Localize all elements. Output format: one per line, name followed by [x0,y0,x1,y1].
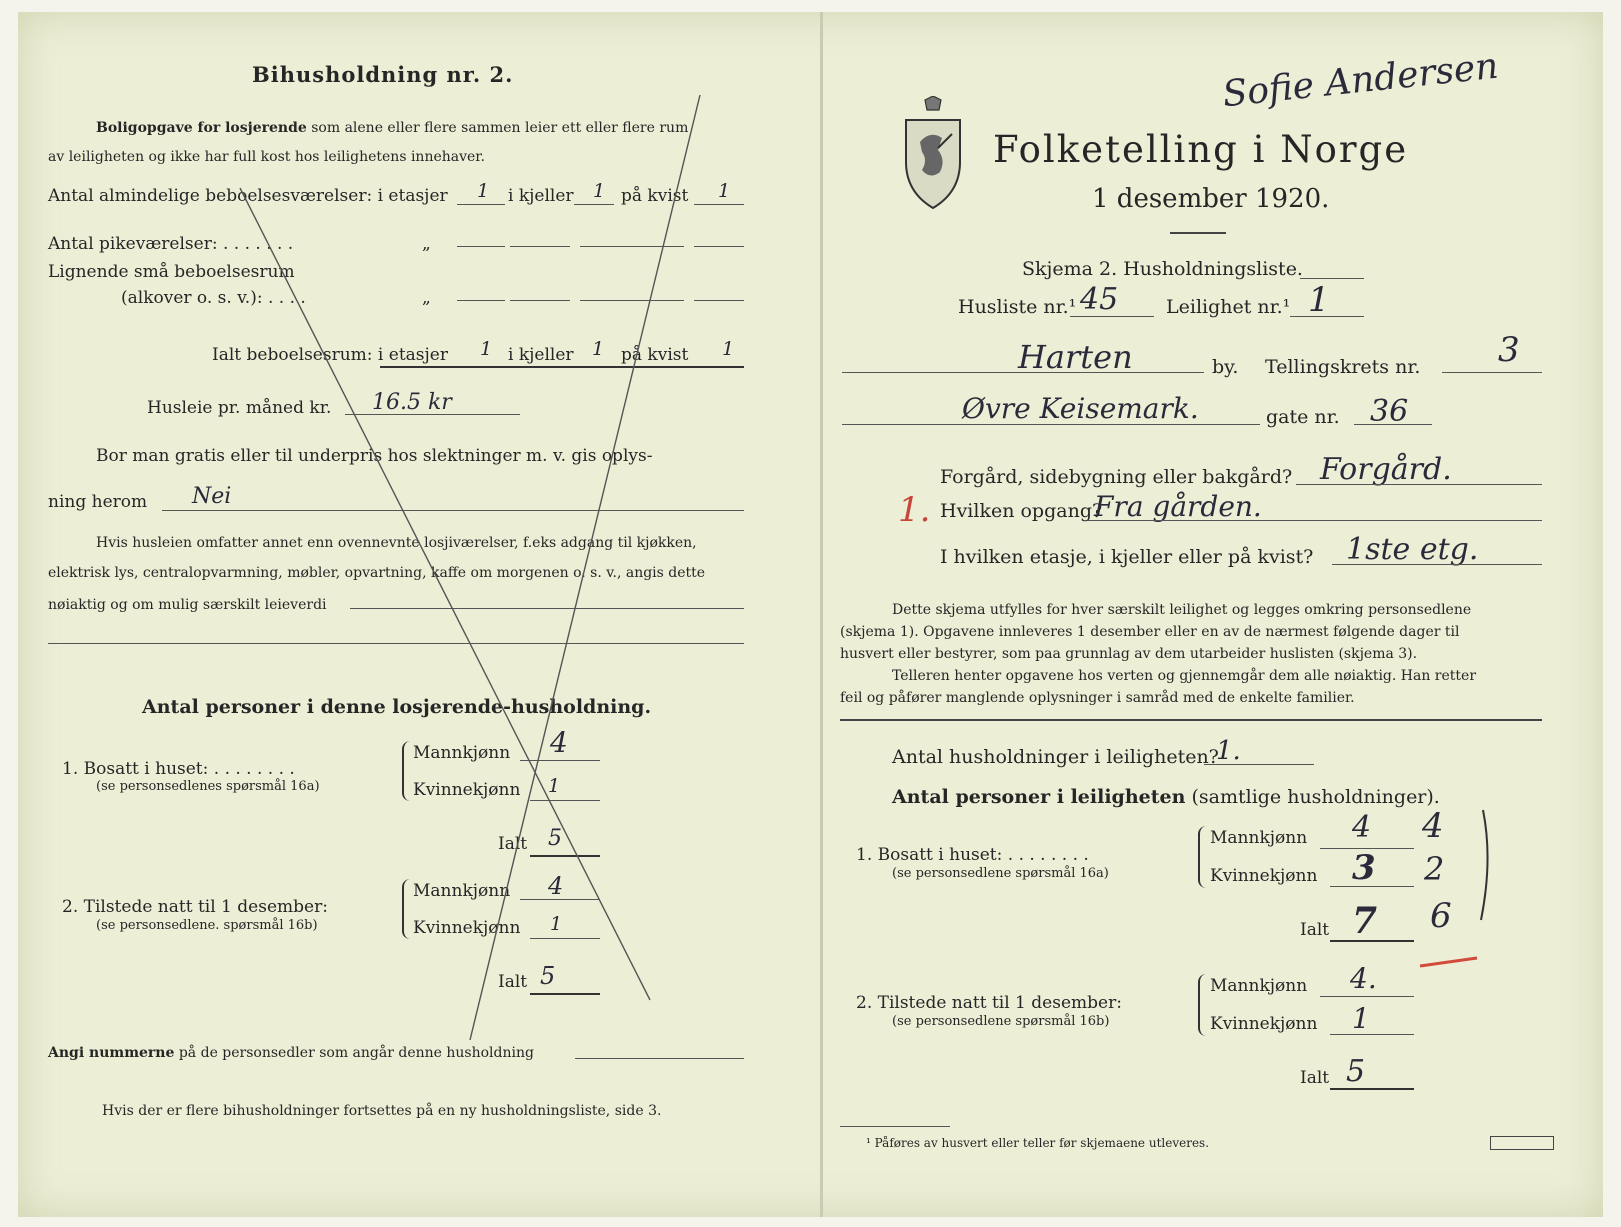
norway-coat-of-arms-icon [900,96,966,210]
date-rule [1170,232,1226,234]
right-q1-sub: (se personsedlene spørsmål 16a) [892,866,1109,881]
ialt-kvist-label: på kvist [621,345,689,365]
left-q2-mann-label: Mannkjønn [413,881,511,901]
krets-label: Tellingskrets nr. [1265,356,1421,378]
includes-line2: elektrisk lys, centralopvarmning, møbler, opvartning, kaffe om morgenen o. s. v., angis dette [48,565,706,581]
hush-line [1204,764,1314,765]
husliste-label: Husliste nr.¹ [958,296,1077,318]
opgang-value: Fra gården. [1094,490,1262,523]
ialt-rooms-label: Ialt beboelsesrum: i etasjer [212,345,448,365]
free-value: Nei [192,484,232,509]
rooms-etasjer-value: 1 [477,180,490,202]
includes-line3: nøiaktig og om mulig særskilt leieverdi [48,597,327,613]
intro-line2: av leiligheten og ikke har full kost hos leilighetens innehaver. [48,149,485,165]
red-mark: 1. [898,490,931,530]
right-q2-kvinne-value: 1 [1352,1002,1370,1035]
pike-label: Antal pikeværelser: . . . . . . . [48,234,294,254]
free-line1: Bor man gratis eller til underpris hos slektninger m. v. gis oplys- [96,446,653,466]
small-rooms-label1: Lignende små beboelsesrum [48,262,295,282]
krets-line [1442,372,1542,373]
right-q1-ialt-value: 7 [1352,900,1378,942]
forgaard-label: Forgård, sidebygning eller bakgård? [940,466,1293,488]
rooms-kvist-value: 1 [718,180,731,202]
rooms-label: Antal almindelige beboelsesværelser: i etasjer [48,186,448,206]
right-q1-ialt-corrected: 6 [1430,896,1452,936]
form-date: 1 desember 1920. [1092,184,1330,214]
correction-marks [1415,800,1495,980]
etasje-label: I hvilken etasje, i kjeller eller på kvist? [940,546,1314,568]
etasje-line [1332,564,1542,565]
free-line2: ning herom [48,492,148,512]
left-q1-mann-label: Mannkjønn [413,743,511,763]
intro-bold: Boligopgave for losjerende [96,120,307,136]
printer-stamp [1490,1136,1554,1150]
rooms-kvist-label: på kvist [621,186,689,206]
right-q2-ialt-line [1330,1088,1414,1090]
right-q2-kvinne-line [1330,1034,1414,1035]
left-title: Bihusholdning nr. 2. [252,62,514,87]
page-fold [820,12,823,1217]
left-q2-sub: (se personsedlene. spørsmål 16b) [96,918,318,933]
right-persons-heading-rest: (samtlige husholdninger). [1191,786,1440,808]
rooms-kjeller-value: 1 [593,180,606,202]
city-value: Harten [1018,338,1133,376]
right-persons-heading-bold: Antal personer i leiligheten [892,786,1186,808]
leilighet-line [1290,316,1364,317]
right-q1-kvinne-line [1330,886,1414,887]
forgaard-line [1296,484,1542,485]
street-line [842,424,1260,425]
left-q2-kvinne-label: Kvinnekjønn [413,918,521,938]
footnote-rule [840,1126,950,1127]
right-q2-label: 2. Tilstede natt til 1 desember: [856,993,1122,1013]
husliste-line [1070,316,1154,317]
rent-label: Husleie pr. måned kr. [147,398,332,418]
right-q1-kvinne-value: 3 [1352,848,1376,888]
ialt-kvist-value: 1 [722,338,735,360]
instr-line1: Dette skjema utfylles for hver særskilt leilighet og legges omkring personsedlene [892,602,1472,618]
rent-value: 16.5 kr [372,390,452,415]
right-q2-kvinne-label: Kvinnekjønn [1210,1014,1318,1034]
forgaard-value: Forgård. [1320,452,1452,487]
angi-bold: Angi nummerne [48,1045,175,1061]
left-q1-label: 1. Bosatt i huset: . . . . . . . . [62,759,295,779]
instr-line2: (skjema 1). Opgavene innleveres 1 desember eller en av de nærmest følgende dager til [840,624,1460,640]
opgang-label: Hvilken opgang? [940,500,1103,522]
opgang-line [1088,520,1542,521]
left-q1-ialt-label: Ialt [498,834,528,854]
left-q2-mann-value: 4 [548,872,564,900]
left-q2-ialt-label: Ialt [498,972,528,992]
cancel-stroke-2 [470,95,700,1040]
city-suffix: by. [1212,356,1239,378]
small-rooms-ditto: „ [422,288,431,308]
right-q2-mann-label: Mannkjønn [1210,976,1308,996]
right-q1-brace [1198,826,1206,888]
right-q1-ialt-line [1330,940,1414,942]
left-q1-mann-value: 4 [550,726,568,759]
instr-line5: feil og påfører manglende oplysninger i samråd med de enkelte familier. [840,690,1355,706]
right-q2-ialt-label: Ialt [1300,1068,1330,1088]
skjema-label: Skjema 2. Husholdningsliste. [1022,258,1303,280]
street-value: Øvre Keisemark. [962,392,1199,425]
instr-line3: husvert eller bestyrer, som paa grunnlag av dem utarbeider huslisten (skjema 3). [840,646,1418,662]
leilighet-value: 1 [1308,280,1330,320]
intro-rest: som alene eller flere sammen leier ett eller flere rum [311,120,689,136]
ialt-etasjer-value: 1 [480,338,493,360]
includes-line1: Hvis husleien omfatter annet enn ovennevnte losjiværelser, f.eks adgang til kjøkken, [96,535,697,551]
cancel-stroke-1 [240,188,650,1000]
right-q1-label: 1. Bosatt i huset: . . . . . . . . [856,845,1089,865]
footnote: ¹ Påføres av husvert eller teller før skjemaene utleveres. [866,1136,1210,1150]
right-q2-mann-line [1320,996,1414,997]
left-persons-heading: Antal personer i denne losjerende-husholdning. [142,696,652,718]
left-q1-ialt-value: 5 [548,826,562,851]
right-q1-mann-corrected: 4 [1422,806,1444,846]
instr-rule [840,719,1542,721]
gate-line [1354,424,1432,425]
rooms-kjeller-label: i kjeller [508,186,574,206]
right-q2-ialt-value: 5 [1346,1054,1366,1089]
right-q2-sub: (se personsedlene spørsmål 16b) [892,1014,1110,1029]
gate-label: gate nr. [1266,406,1340,428]
skjema-line [1300,278,1364,279]
left-q2-kvinne-value: 1 [550,913,563,935]
etasje-value: 1ste etg. [1346,532,1479,567]
hush-value: 1. [1216,736,1241,766]
angi-rest: på de personsedler som angår denne husholdning [178,1045,534,1061]
left-q1-sub: (se personsedlenes spørsmål 16a) [96,779,320,794]
form-title: Folketelling i Norge [993,128,1409,171]
right-q1-mann-value: 4 [1352,810,1372,845]
right-q1-mann-label: Mannkjønn [1210,828,1308,848]
right-q2-mann-value: 4. [1350,962,1377,995]
hush-label: Antal husholdninger i leiligheten? [892,746,1219,768]
instr-line4: Telleren henter opgavene hos verten og gjennemgår dem alle nøiaktig. Han retter [892,668,1477,684]
krets-value: 3 [1498,330,1520,370]
leilighet-label: Leilighet nr.¹ [1166,296,1291,318]
right-q2-brace [1198,974,1206,1036]
left-q2-ialt-value: 5 [540,962,556,990]
left-footer: Hvis der er flere bihusholdninger fortsettes på en ny husholdningsliste, side 3. [102,1103,662,1119]
left-q2-label: 2. Tilstede natt til 1 desember: [62,897,328,917]
pike-ditto: „ [422,234,431,254]
husliste-value: 45 [1080,282,1119,317]
left-q1-kvinne-value: 1 [548,775,561,797]
right-persons-heading [892,786,1440,808]
right-q1-kvinne-corrected: 2 [1424,850,1445,888]
right-q1-ialt-label: Ialt [1300,920,1330,940]
ialt-kjeller-value: 1 [592,338,605,360]
left-q1-kvinne-label: Kvinnekjønn [413,780,521,800]
gate-value: 36 [1370,394,1409,429]
ialt-kjeller-label: i kjeller [508,345,574,365]
right-q1-kvinne-label: Kvinnekjønn [1210,866,1318,886]
small-rooms-label2: (alkover o. s. v.): . . . . [121,288,306,308]
signature: Sofie Andersen [1220,45,1501,116]
city-line [842,372,1204,373]
